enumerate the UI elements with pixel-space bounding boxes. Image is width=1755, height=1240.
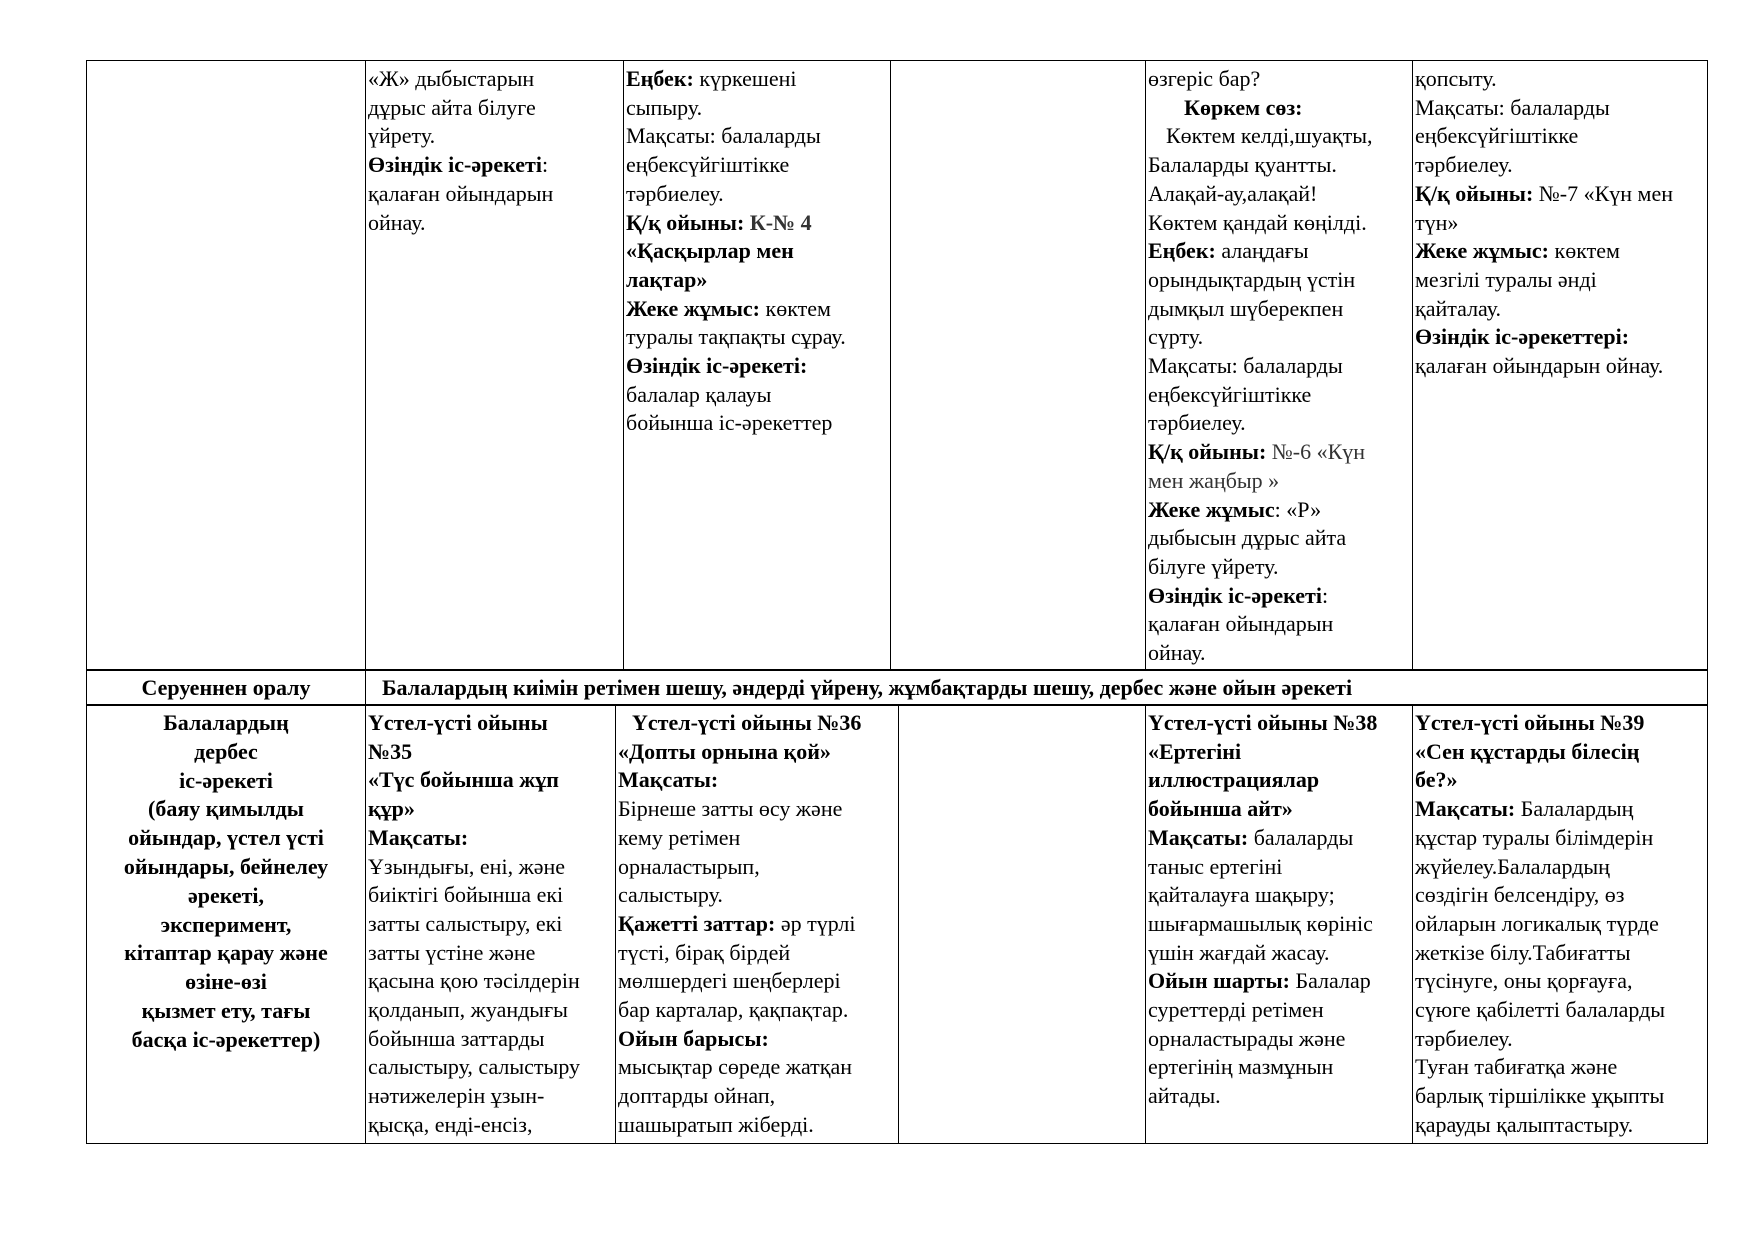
text-line (1148, 795, 1410, 824)
text-run: ойнау. (368, 209, 426, 235)
text-line (368, 824, 613, 853)
text-run: тәрбиелеу. (626, 180, 724, 206)
text-line (618, 1111, 896, 1140)
text-run: орындықтардың үстін (1148, 266, 1356, 292)
text-run: дымқыл шүберекпен (1148, 295, 1344, 321)
text-run: түсінуге, оны қорғауға, (1415, 968, 1633, 994)
text-run: балалар қалауы (626, 381, 772, 407)
text-run: «Ж» дыбыстарын (368, 66, 535, 91)
text-line (618, 1082, 896, 1111)
monday-cell (366, 705, 615, 1143)
text-line (618, 939, 896, 968)
text-line (626, 237, 888, 266)
independent-activity-label (87, 705, 365, 1143)
bold-text: Қ/қ ойыны: (626, 209, 745, 235)
text-line (618, 709, 896, 738)
bold-text: Жеке жұмыс: (1415, 238, 1549, 264)
label-line: ойындары, бейнелеу (123, 853, 329, 879)
text-line (1148, 1053, 1410, 1082)
label-line: кітаптар қарау және (124, 940, 328, 966)
text-line (1415, 323, 1705, 352)
text-line (1148, 467, 1410, 496)
text-line (1148, 610, 1410, 639)
text-line (626, 180, 888, 209)
text-line (1148, 209, 1410, 238)
text-line (1148, 323, 1410, 352)
text-line (618, 824, 896, 853)
text-run: Балалардың (1515, 796, 1634, 822)
bold-text: Қажетті заттар: (618, 910, 776, 936)
text-line (618, 853, 896, 882)
text-line (1148, 853, 1410, 882)
text-run: Көктем қандай көңілді. (1148, 209, 1367, 235)
bold-text: иллюстрациялар (1148, 767, 1320, 793)
text-line (1148, 1082, 1410, 1111)
text-run: өзгеріс бар? (1148, 66, 1261, 91)
text-run: : (541, 152, 549, 178)
bold-text: «Қасқырлар мен (626, 238, 794, 264)
text-line (368, 853, 613, 882)
text-run: жеткізе білу.Табиғатты (1415, 939, 1631, 965)
label-line: Балалардың (163, 710, 289, 735)
thursday-cell (1146, 705, 1412, 1143)
text-line (1415, 853, 1705, 882)
bold-text: бе?» (1415, 767, 1458, 793)
text-run: мөлшердегі шеңберлері (618, 968, 841, 994)
bold-text: Еңбек: (626, 66, 694, 91)
text-line (626, 323, 888, 352)
text-run: жүйелеу.Балалардың (1415, 853, 1610, 879)
bold-text: Қ/қ ойыны: (1148, 439, 1267, 465)
text-line (368, 1025, 613, 1054)
text-run: шығармашылық көрініс (1148, 910, 1373, 936)
text-run: түн» (1415, 209, 1459, 235)
label-line: (баяу қимылды (148, 796, 304, 822)
monday-cell (366, 61, 623, 670)
text-run: қарауды қалыптастыру. (1415, 1111, 1634, 1137)
text-run: биіктігі бойынша екі (368, 882, 564, 908)
text-run: балаларды (1248, 824, 1354, 850)
text-line (1148, 438, 1410, 467)
text-run: шашыратып жіберді. (618, 1111, 814, 1137)
text-line (626, 65, 888, 94)
bold-text: Ойын шарты: (1148, 968, 1290, 994)
text-line (1148, 409, 1410, 438)
text-line (1148, 553, 1410, 582)
text-line (1415, 1082, 1705, 1111)
text-run: қопсыту. (1415, 66, 1497, 91)
text-line (626, 381, 888, 410)
bold-text: Көркем сөз: (1184, 94, 1303, 120)
text-run: ойларын логикалық түрде (1415, 910, 1659, 936)
bold-text: Өзіндік іс-әрекеті (368, 152, 542, 178)
friday-cell (1413, 61, 1707, 670)
label-line: өзіне-өзі (185, 969, 267, 995)
text-line (618, 967, 896, 996)
text-line (618, 1025, 896, 1054)
text-line (1148, 496, 1410, 525)
bold-text: Жеке жұмыс (1148, 496, 1275, 522)
bold-text: «Ертегіні (1148, 738, 1242, 764)
text-run: сүюге қабілетті балаларды (1415, 997, 1666, 1023)
text-line (1415, 881, 1705, 910)
text-run: қалаған ойындарын ойнау. (1415, 353, 1664, 379)
text-line (368, 180, 621, 209)
text-run: Алақай-ау,алақай! (1148, 180, 1318, 206)
text-run: көктем (1549, 238, 1620, 264)
text-run: кему ретімен (618, 824, 741, 850)
text-run: Ұзындығы, ені, және (368, 853, 566, 879)
text-run: салыстыру, салыстыру (368, 1054, 581, 1080)
text-line (1148, 738, 1410, 767)
text-run: үйрету. (368, 123, 436, 149)
table-row-independent (86, 704, 1708, 1144)
text-line (1148, 824, 1410, 853)
text-line (1415, 237, 1705, 266)
label-line: әрекеті, (187, 882, 265, 908)
text-line (1415, 766, 1705, 795)
text-line (1415, 65, 1705, 94)
text-line (1415, 824, 1705, 853)
text-line (1415, 94, 1705, 123)
text-line (1415, 295, 1705, 324)
text-run: №-6 «Күн (1266, 439, 1366, 465)
text-line (368, 709, 613, 738)
text-run: күркешені (693, 66, 797, 91)
text-line (1148, 151, 1410, 180)
text-line (1415, 738, 1705, 767)
text-line (1148, 709, 1410, 738)
text-run: үшін жағдай жасау. (1148, 939, 1330, 965)
bold-text: Қ/қ ойыны: (1415, 180, 1534, 206)
text-line (618, 996, 896, 1025)
text-line (1148, 996, 1410, 1025)
text-line (1415, 122, 1705, 151)
text-run: қасына қою тәсілдерін (368, 968, 580, 994)
text-line (368, 122, 621, 151)
text-run: Балалар (1289, 968, 1371, 994)
text-line (1148, 180, 1410, 209)
text-run: еңбексүйгіштікке (1415, 123, 1579, 149)
bold-text: «Допты орнына қой» (618, 738, 831, 764)
text-line (1415, 996, 1705, 1025)
text-line (1148, 295, 1410, 324)
label-line: ойындар, үстел үсті (128, 825, 324, 851)
text-line (626, 409, 888, 438)
bold-text: құр» (368, 796, 415, 822)
text-line (1148, 910, 1410, 939)
text-run: таныс ертегіні (1148, 853, 1283, 879)
text-run: ойнау. (1148, 640, 1206, 666)
text-run: бойынша заттарды (368, 1025, 545, 1051)
return-activity-text: Балалардың киімін ретімен шешу, әндерді үйрену, жұмбақтарды шешу, дербес және ойын әрекеті (382, 675, 1353, 700)
bold-text: Еңбек: (1148, 238, 1216, 264)
tuesday-cell (624, 61, 890, 670)
wednesday-cell (899, 705, 1145, 1143)
text-run: затты салыстыру, екі (368, 910, 563, 936)
wednesday-cell (891, 61, 1145, 670)
text-line (368, 1111, 613, 1140)
text-line (1415, 352, 1705, 381)
text-line (1415, 1111, 1705, 1140)
text-line (1148, 766, 1410, 795)
text-line (626, 151, 888, 180)
text-run: қолданып, жуандығы (368, 997, 568, 1023)
text-line (626, 295, 888, 324)
text-line (618, 881, 896, 910)
text-run: тәрбиелеу. (1148, 410, 1246, 436)
text-line (618, 738, 896, 767)
text-line (368, 910, 613, 939)
bold-text: Өзіндік іс-әрекеті (1148, 582, 1322, 608)
return-label: Серуеннен оралу (141, 675, 311, 700)
text-run: қайталауға шақыру; (1148, 882, 1335, 908)
text-line (1148, 582, 1410, 611)
text-run: : «Р» (1274, 496, 1322, 522)
thursday-cell (1146, 61, 1412, 670)
label-line: басқа іс-әрекеттер) (131, 1026, 321, 1052)
text-line (368, 939, 613, 968)
text-run: қалаған ойындарын (1148, 611, 1334, 637)
text-run: тәрбиелеу. (1415, 1025, 1513, 1051)
text-run: әр түрлі (775, 910, 856, 936)
text-run: көктем (760, 295, 831, 321)
text-run: №-7 «Күн мен (1533, 180, 1674, 206)
text-line (1148, 266, 1410, 295)
text-line (368, 795, 613, 824)
text-run: доптарды ойнап, (618, 1083, 776, 1109)
text-run: затты үстіне және (368, 939, 536, 965)
text-line (1148, 939, 1410, 968)
text-line (368, 881, 613, 910)
text-run: Балаларды қуантты. (1148, 152, 1337, 178)
text-line (1415, 939, 1705, 968)
text-run: дұрыс айта білуге (368, 94, 536, 120)
text-line (1415, 180, 1705, 209)
text-line (1415, 151, 1705, 180)
text-line (1148, 881, 1410, 910)
bold-text: Өзіндік іс-әрекеті: (626, 353, 808, 379)
text-run: мен жаңбыр » (1148, 467, 1280, 493)
text-run: еңбексүйгіштікке (1148, 381, 1312, 407)
text-line (1148, 122, 1410, 151)
text-line (368, 766, 613, 795)
column-divider (365, 670, 366, 705)
text-run: орналастырып, (618, 853, 760, 879)
text-line (618, 910, 896, 939)
table-row-return (86, 669, 1708, 706)
text-run: бар карталар, қақпақтар. (618, 997, 849, 1023)
text-line (1415, 1025, 1705, 1054)
text-run: Мақсаты: балаларды (626, 123, 821, 149)
bold-text: «Түс бойынша жұп (368, 767, 559, 793)
label-line: дербес (194, 738, 258, 764)
text-run: дыбысын дұрыс айта (1148, 525, 1347, 551)
text-line (1148, 1025, 1410, 1054)
bold-text: Мақсаты: (618, 767, 719, 793)
text-line (1415, 795, 1705, 824)
text-line (1415, 266, 1705, 295)
bold-text: Мақсаты: (368, 824, 469, 850)
text-run: суреттерді ретімен (1148, 997, 1324, 1023)
text-line (368, 209, 621, 238)
text-run: нәтижелерін ұзын- (368, 1083, 545, 1109)
bold-text: Өзіндік іс-әрекеттері: (1415, 324, 1630, 350)
text-line (1148, 967, 1410, 996)
text-line (368, 967, 613, 996)
text-line (368, 151, 621, 180)
bold-text: Мақсаты: (1148, 824, 1249, 850)
bold-text: Үстел-үсті ойыны №39 (1415, 710, 1645, 735)
text-line (618, 766, 896, 795)
text-run: орналастырады және (1148, 1025, 1346, 1051)
text-run: барлық тіршілікке ұқыпты (1415, 1083, 1665, 1109)
text-run: түсті, бірақ бірдей (618, 939, 791, 965)
text-run: мезгілі туралы әнді (1415, 266, 1597, 292)
text-run: : (1321, 582, 1329, 608)
text-run: қысқа, енді-енсіз, (368, 1111, 533, 1137)
text-run: айтады. (1148, 1083, 1221, 1109)
text-run: Көктем келді,шуақты, (1166, 123, 1373, 149)
text-run: салыстыру. (618, 882, 723, 908)
bold-text: Мақсаты: (1415, 796, 1516, 822)
text-line (368, 65, 621, 94)
tuesday-cell (616, 705, 898, 1143)
text-line (626, 209, 888, 238)
text-run: сөздігін белсендіру, өз (1415, 882, 1625, 908)
text-line (1415, 709, 1705, 738)
label-line: іс-әрекеті (179, 767, 273, 793)
bold-text: Үстел-үсті ойыны (368, 710, 548, 735)
text-line (1415, 910, 1705, 939)
bold-text: Үстел-үсті ойыны №38 (1148, 710, 1378, 735)
text-line (1148, 65, 1410, 94)
text-line (1148, 94, 1410, 123)
label-line: эксперимент, (160, 911, 292, 937)
bold-text: бойынша айт» (1148, 796, 1293, 822)
text-line (626, 94, 888, 123)
text-run: ертегінің мазмұнын (1148, 1054, 1334, 1080)
text-run: К-№ 4 (744, 209, 812, 235)
text-line (1415, 967, 1705, 996)
text-line (1415, 209, 1705, 238)
bold-text: «Сен құстарды білесің (1415, 738, 1640, 764)
bold-text: лақтар» (626, 266, 708, 292)
bold-text: Ойын барысы: (618, 1025, 769, 1051)
friday-cell (1413, 705, 1707, 1143)
text-run: бойынша іс-әрекеттер (626, 410, 833, 436)
text-line (368, 738, 613, 767)
text-run: еңбексүйгіштікке (626, 152, 790, 178)
text-line (618, 1053, 896, 1082)
text-run: сыпыру. (626, 94, 703, 120)
text-run: білуге үйрету. (1148, 553, 1279, 579)
text-line (1148, 524, 1410, 553)
text-run: туралы тақпақты сұрау. (626, 324, 846, 350)
text-run: Туған табиғатқа және (1415, 1054, 1618, 1080)
text-line (368, 996, 613, 1025)
text-run: Бірнеше затты өсу және (618, 796, 843, 822)
text-line (1148, 352, 1410, 381)
bold-text: №35 (368, 738, 413, 764)
text-line (1148, 237, 1410, 266)
text-run: қайталау. (1415, 295, 1501, 321)
text-run: сүрту. (1148, 324, 1204, 350)
row-label-cell (87, 61, 365, 670)
text-line (626, 352, 888, 381)
text-line (368, 1082, 613, 1111)
text-run: құстар туралы білімдерін (1415, 824, 1654, 850)
text-line (1415, 1053, 1705, 1082)
text-line (626, 266, 888, 295)
text-line (1148, 381, 1410, 410)
text-run: алаңдағы (1215, 238, 1309, 264)
text-line (626, 122, 888, 151)
text-run: тәрбиелеу. (1415, 152, 1513, 178)
text-line (618, 795, 896, 824)
text-run: қалаған ойындарын (368, 180, 554, 206)
bold-text: Үстел-үсті ойыны №36 (632, 710, 862, 735)
label-line: қызмет ету, тағы (141, 997, 311, 1023)
text-run: Мақсаты: балаларды (1415, 94, 1610, 120)
text-run: мысықтар сөреде жатқан (618, 1054, 853, 1080)
bold-text: Жеке жұмыс: (626, 295, 760, 321)
text-line (1148, 639, 1410, 668)
text-line (368, 1053, 613, 1082)
text-line (368, 94, 621, 123)
text-run: Мақсаты: балаларды (1148, 353, 1343, 379)
table-row-outdoor (86, 60, 1708, 671)
